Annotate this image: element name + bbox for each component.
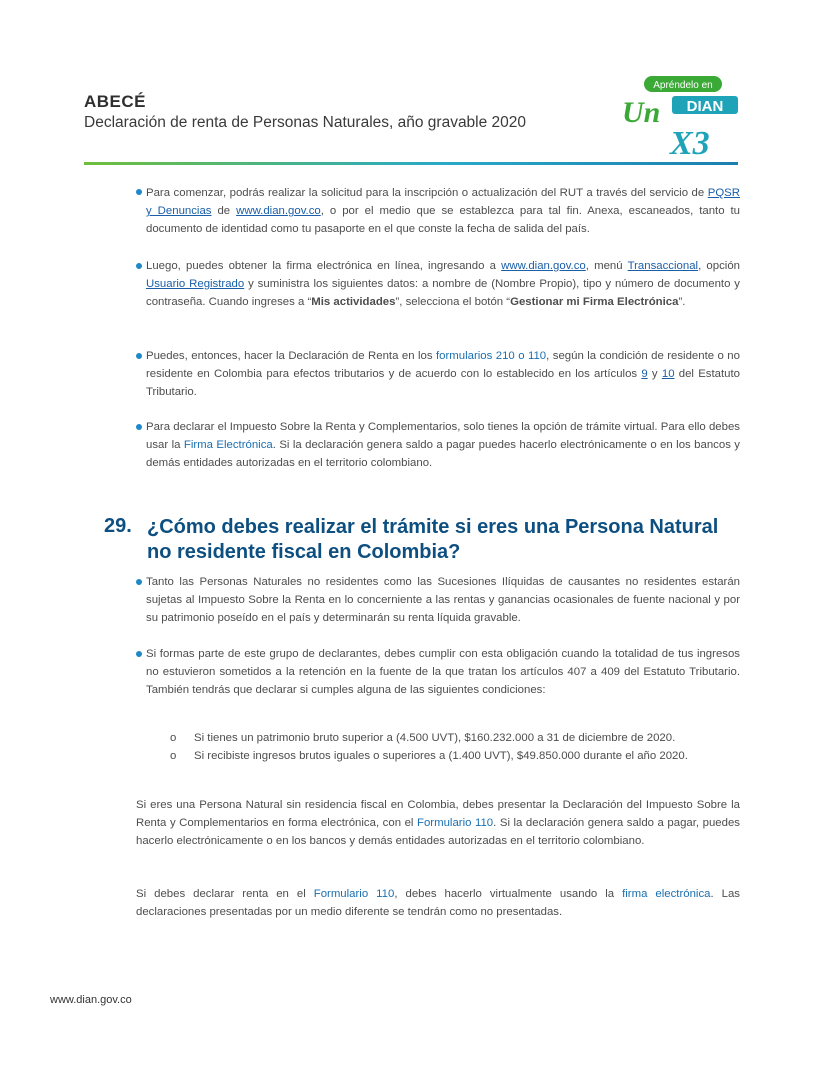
pqsr-link[interactable]: PQSR y Denuncias [146,187,740,218]
closing-paragraph-formulario: Si eres una Persona Natural sin residencia fiscal en Colombia, debes presentar la Declaración del Impuesto Sobre la Renta y Complementarios en forma electrónica, con el Formulario 110. Si la declaración genera saldo a pagar, puedes hacerlo electrónicamente o en los bancos y demás entidades autorizadas en el territorio colombiano. [136,799,740,848]
article-9-link[interactable]: 9 [641,368,648,381]
document-subtitle: Declaración de renta de Personas Naturales, año gravable 2020 [84,114,527,131]
article-10-link[interactable]: 10 [661,368,675,381]
bullet-marker [136,424,142,430]
formulario-110-reference[interactable]: Formulario 110 [417,817,494,830]
bullet-marker [136,579,142,585]
logo-un-text: Un [622,96,661,129]
bullet-paragraph-tramite-virtual: Para declarar el Impuesto Sobre la Renta y Complementarios, solo tienes la opción de trámite virtual. Para ello debes usar la Firma Electrónica. Si la declaración genera saldo a pagar puedes hacerlo electrónicamente o en los bancos y demás entidades autorizadas en el territorio colombiano. [146,421,740,470]
bullet-marker [136,263,142,269]
bullet-paragraph-rut: Para comenzar, podrás realizar la solicitud para la inscripción o actualización del RUT a través del servicio de PQSR y Denuncias de www.dian.gov.co, o por el medio que se establezca para tal fin. Anexa, escaneados, tanto tu documento de identidad como tu pasaporte en el que conste la fecha de salida del país. [146,187,741,236]
footer-url: www.dian.gov.co [50,994,132,1006]
bullet-paragraph-formularios: Puedes, entonces, hacer la Declaración de Renta en los formularios 210 o 110, según la condición de residente o no residente en Colombia para efectos tributarios y de acuerdo con lo establecido en los artículos 9 y 10 del Estatuto Tributario. [146,350,740,399]
bullet-paragraph-no-residentes: Tanto las Personas Naturales no residentes como las Sucesiones Ilíquidas de causantes no residentes estarán sujetas al Impuesto Sobre la Renta en lo concerniente a las rentas y ganancias ocasionales de fuente nacional y por su patrimonio poseído en el país y determinarán su renta líquida gravable. [146,576,740,625]
formularios-reference[interactable]: formularios 210 o 110 [435,350,547,362]
bullet-marker [136,353,142,359]
logo-dian-text: DIAN [686,98,724,115]
dian-website-link[interactable]: www.dian.gov.co [501,260,586,272]
firma-electronica-reference[interactable]: firma electrónica [622,888,711,900]
formulario-110-reference[interactable]: Formulario 110 [313,888,395,900]
logo-aprendelo-text: Apréndelo en [653,80,713,91]
bullet-paragraph-firma: Luego, puedes obtener la firma electrónica en línea, ingresando a www.dian.gov.co, menú Transaccional, opción Usuario Registrado y suministra los siguientes datos: a nombre de (Nombre Propio), tipo y número de documento y contraseña. Cuando ingreses a “Mis actividades”, selecciona el botón “Gestionar mi Firma Electrónica”. [146,260,740,309]
usuario-registrado-link[interactable]: Usuario Registrado [146,278,245,291]
closing-paragraph-virtual: Si debes declarar renta en el Formulario 110, debes hacerlo virtualmente usando la firma electrónica. Las declaraciones presentadas por un medio diferente se tendrán como no presentadas. [136,888,741,919]
question-heading: ¿Cómo debes realizar el trámite si eres una Persona Natural no residente fiscal en Colombia? [147,516,719,563]
document-title: ABECÉ [84,92,147,111]
dian-website-link[interactable]: www.dian.gov.co [236,205,321,218]
firma-electronica-reference[interactable]: Firma Electrónica [183,439,273,452]
circle-marker: o [170,750,177,762]
logo-x3-text: X3 [670,125,710,160]
condition-item: o Si recibiste ingresos brutos iguales o superiores a (1.400 UVT), $49.850.000 durante el año 2020. [170,750,688,762]
condition-item: o Si tienes un patrimonio bruto superior a (4.500 UVT), $160.232.000 a 31 de diciembre de 2020. [170,732,676,744]
bullet-marker [136,651,142,657]
bullet-paragraph-obligacion: Si formas parte de este grupo de declarantes, debes cumplir con esta obligación cuando la totalidad de tus ingresos no estuvieron sometidos a la retención en la fuente de la que tratan los artículos 407 a 409 del Estatuto Tributario. También tendrás que declarar si cumples alguna de las siguientes condiciones: [146,648,740,697]
bullet-marker [136,189,142,195]
transaccional-link[interactable]: Transaccional [627,260,699,272]
circle-marker: o [170,732,177,744]
question-number: 29. [104,515,132,537]
